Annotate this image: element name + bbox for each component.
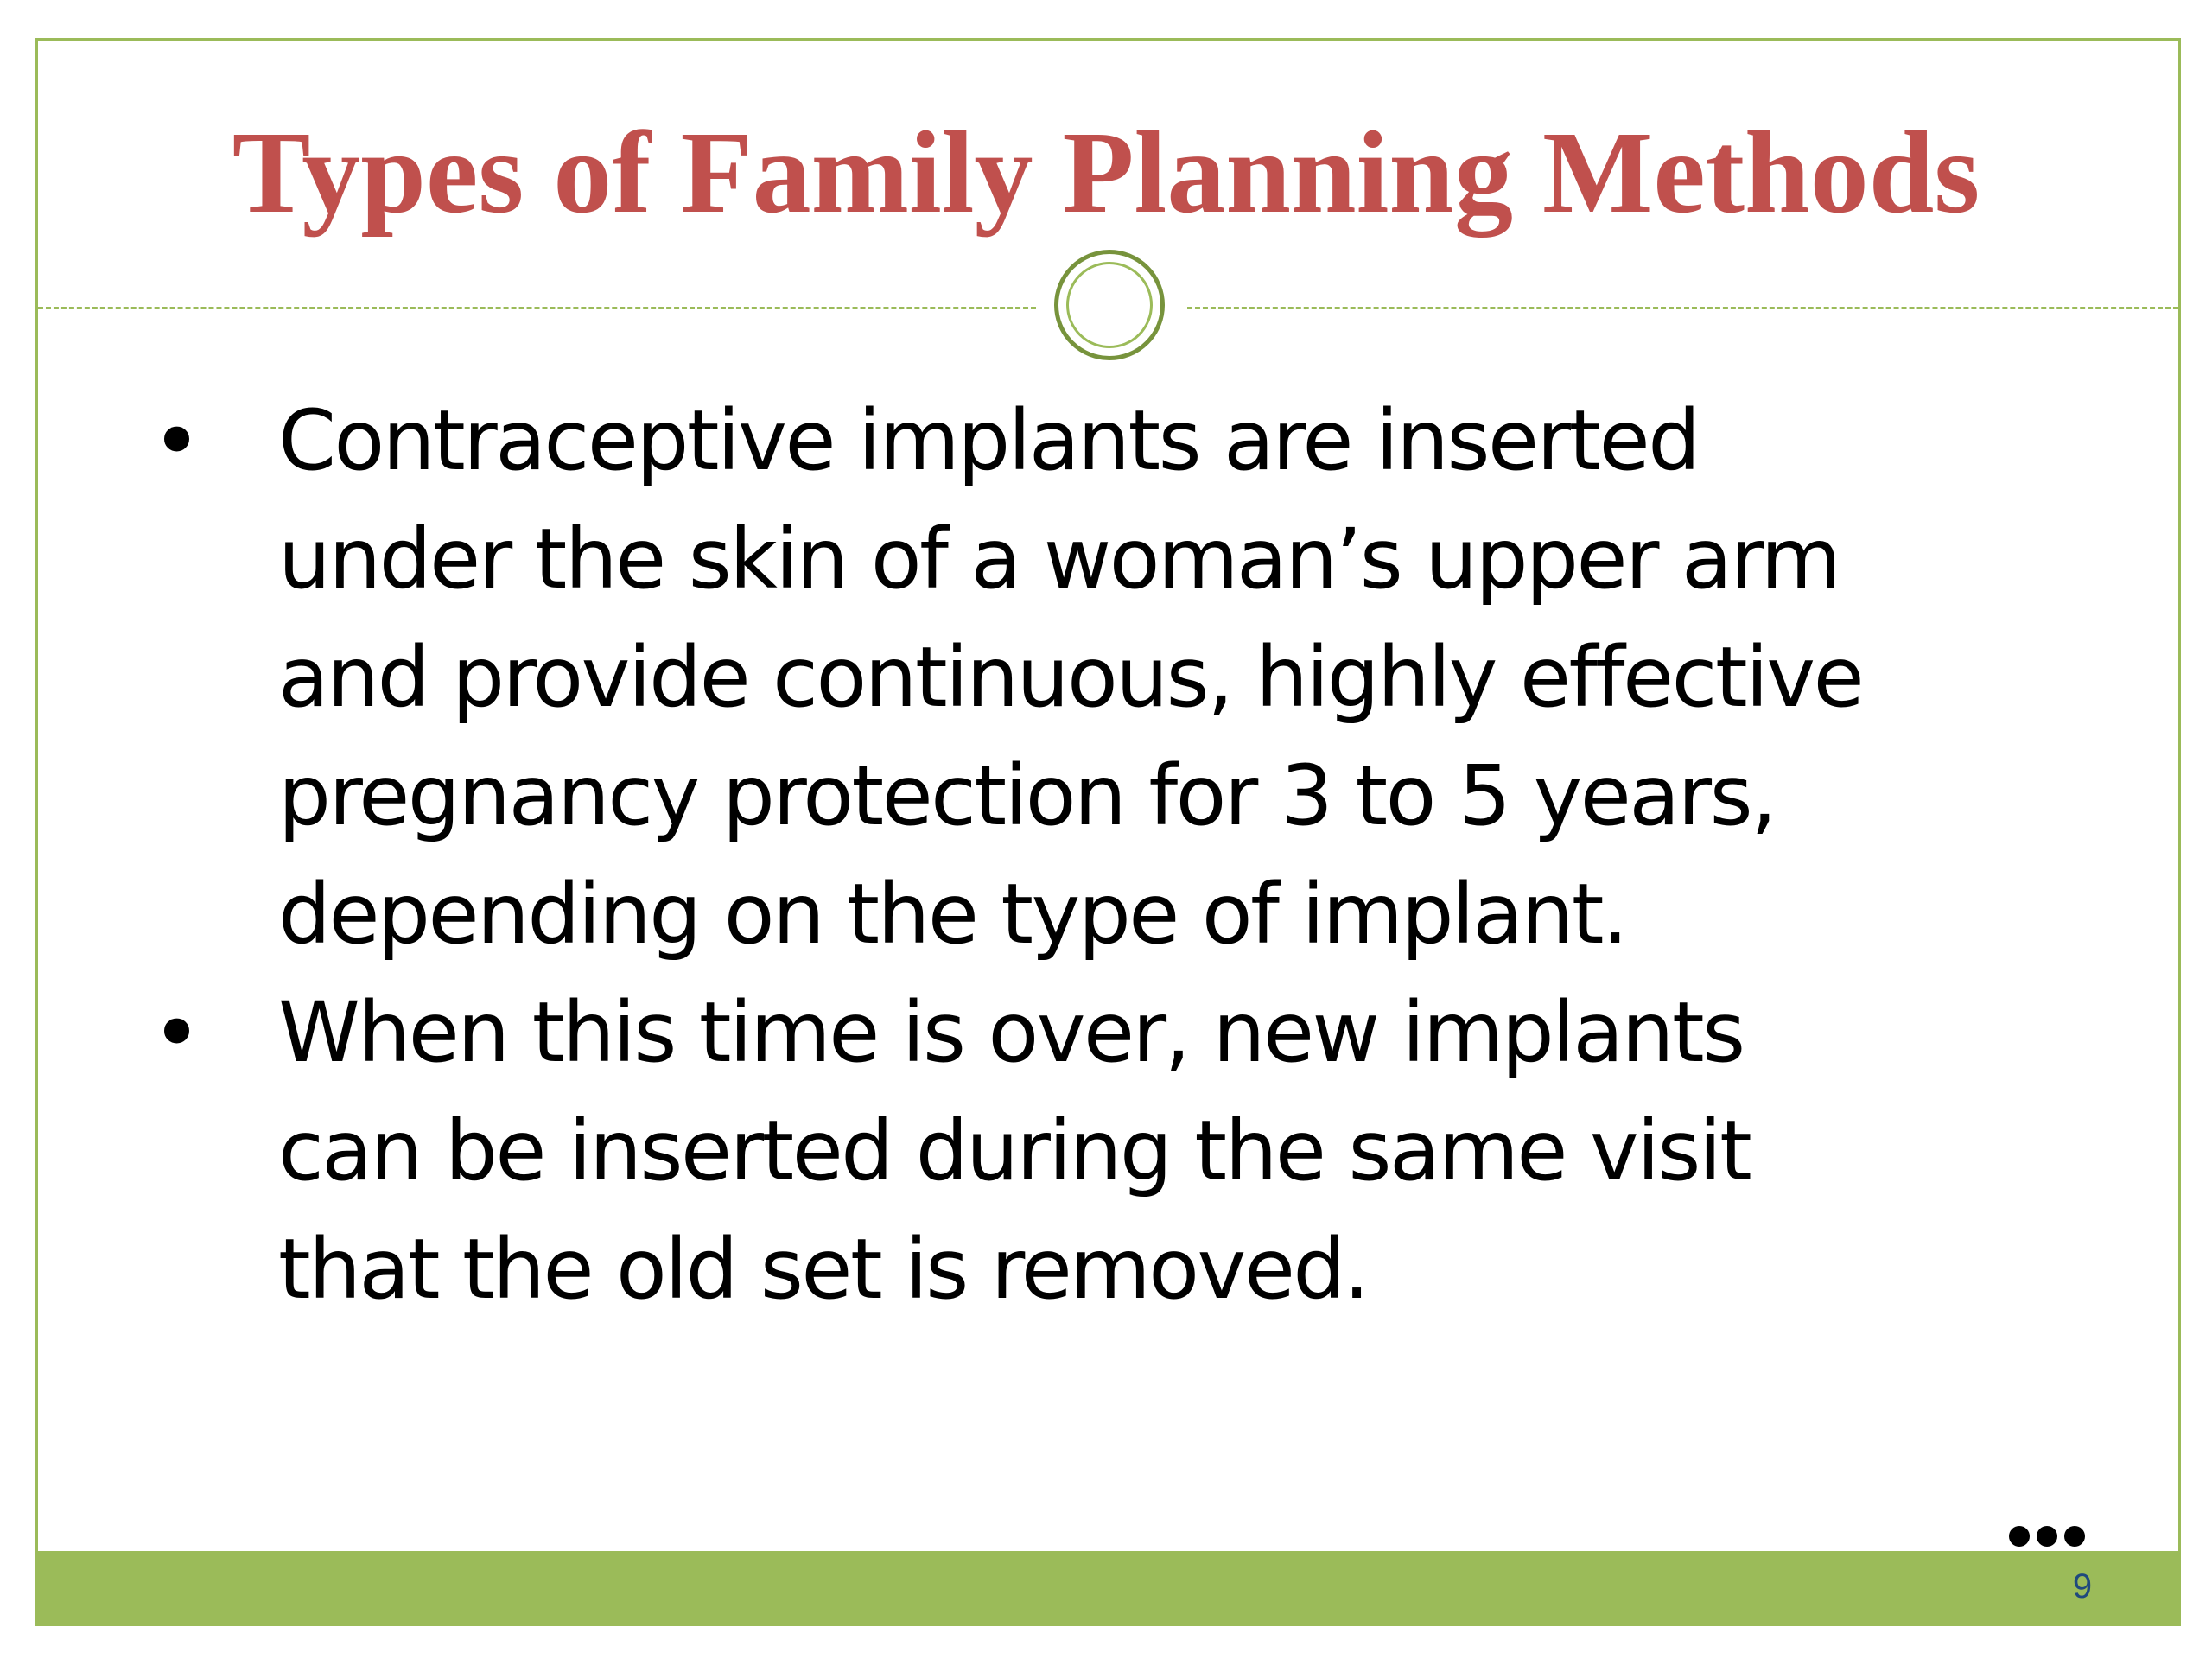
ellipsis-icon [2009, 1526, 2087, 1548]
bullet-item [151, 974, 2035, 1329]
circle-ring-icon [1054, 250, 1165, 360]
bullet-text: When this time is over, new implants can be inserted during the same visit that the old set is removed. [278, 984, 1751, 1318]
bullet-list [151, 382, 2035, 1329]
dot [2064, 1526, 2085, 1547]
dot [2009, 1526, 2030, 1547]
title-divider-right [1187, 307, 2178, 309]
slide-number: 9 [2072, 1567, 2093, 1605]
bullet-point-icon: • [151, 391, 202, 492]
title-divider-left [38, 307, 1036, 309]
dot [2037, 1526, 2057, 1547]
footer-bar [38, 1551, 2178, 1624]
bullet-text: Contraceptive implants are inserted under the skin of a woman’s upper arm and provide continuous, highly effective pregnancy protection for 3 to 5 years, depending on the type of implant. [278, 392, 1863, 963]
bullet-item [151, 382, 2035, 974]
slide-title: Types of Family Planning Methods [232, 108, 1980, 238]
bullet-point-icon: • [151, 982, 202, 1084]
